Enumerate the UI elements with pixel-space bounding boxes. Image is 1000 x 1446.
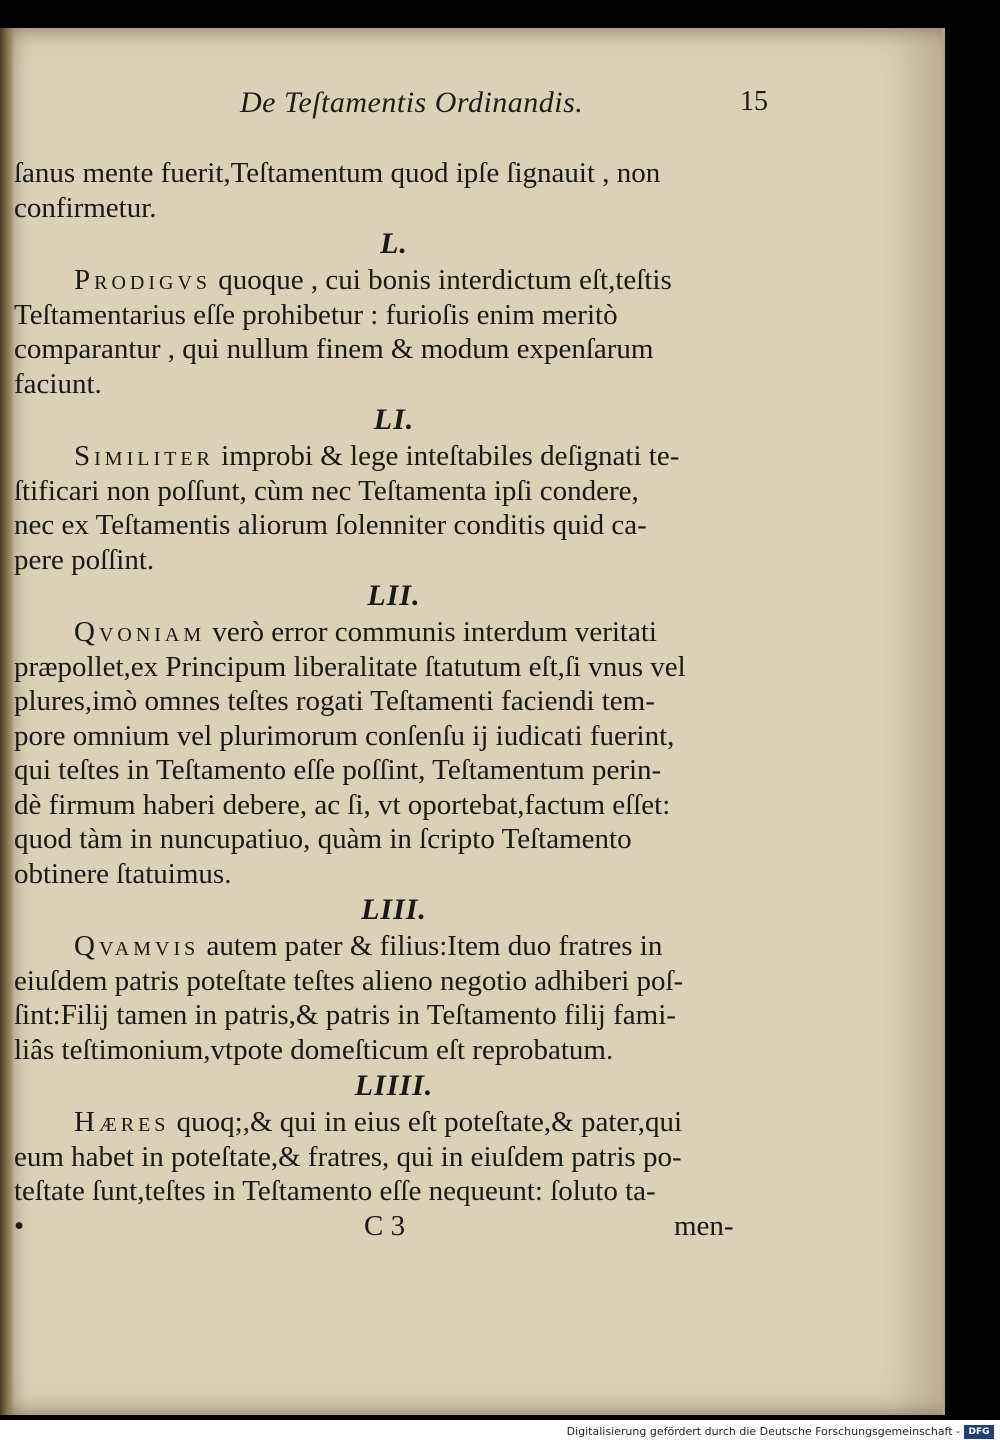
line-text: liâs teſtimonium,vtpote domeſticum eſt reprobatum. [14, 1033, 614, 1066]
text-line [14, 615, 774, 650]
line-text: qui teſtes in Teſtamento eſſe poſſint, Teſtamentum perin- [14, 754, 662, 786]
text-line [14, 857, 774, 892]
text-line [14, 156, 774, 191]
text-line [14, 367, 774, 402]
main-text [14, 156, 774, 1243]
line-text: plures,imò omnes teſtes rogati Teſtamenti faciendi tem- [14, 685, 655, 717]
line-text: ſanus mente fuerit,Teſtamentum quod ipſe ſignauit , non [14, 157, 661, 189]
lead-word: Similiter [74, 440, 214, 472]
catchword: men- [674, 1209, 734, 1242]
text-line [14, 964, 774, 999]
section-heading: LI. [373, 403, 415, 436]
text-line [14, 998, 774, 1033]
running-title: De Teſtamentis Ordinandis. [240, 86, 584, 119]
line-text: obtinere ſtatuimus. [14, 857, 232, 890]
line-text: pore omnium vel plurimorum conſenſu ij iudicati fuerint, [14, 719, 675, 752]
text-line [14, 298, 774, 333]
line-text: eiuſdem patris poteſtate teſtes alieno negotio adhiberi poſ- [14, 964, 684, 997]
lead-word: Qvamvis [74, 930, 200, 962]
section-heading: L. [380, 227, 408, 260]
line-text: ſtificari non poſſunt, cùm nec Teſtamenta ipſi condere, [14, 474, 639, 507]
text-line [14, 439, 774, 474]
line-text: quoque , cui bonis interdictum eſt,teſtis [211, 264, 672, 296]
line-text: nec ex Teſtamentis aliorum ſolenniter conditis quid ca- [14, 509, 647, 541]
page-gutter [0, 28, 14, 1415]
line-text: autem pater & filius:Item duo fratres in [199, 930, 663, 962]
funding-credit: Digitalisierung gefördert durch die Deutsche Forschungsgemeinschaft - [566, 1425, 960, 1438]
text-line [14, 191, 774, 226]
text-line [14, 474, 774, 509]
line-text: teſtate ſunt,teſtes in Teſtamento eſſe nequeunt: ſoluto ta- [14, 1175, 656, 1207]
catchline [14, 1209, 774, 1243]
text-line [14, 263, 774, 298]
line-text: improbi & lege inteſtabiles deſignati te- [213, 440, 680, 472]
line-text: Teſtamentarius eſſe prohibetur : furioſis enim meritò [14, 298, 618, 331]
line-text: eum habet in poteſtate,& fratres, qui in eiuſdem patris po- [14, 1140, 682, 1173]
text-line [14, 332, 774, 367]
page-number: 15 [740, 86, 768, 117]
text-line [14, 1140, 774, 1175]
text-line [14, 1105, 774, 1140]
line-text: quod tàm in nuncupatiuo, quàm in ſcripto Teſtamento [14, 823, 632, 855]
bullet-mark: • [14, 1209, 25, 1242]
lead-word: Prodigvs [74, 264, 212, 296]
dfg-logo-icon: DFG [964, 1425, 994, 1439]
book-page [0, 28, 945, 1415]
line-text: comparantur , qui nullum finem & modum expenſarum [14, 333, 654, 365]
lead-word: Qvoniam [74, 616, 206, 648]
text-line [14, 788, 774, 823]
line-text: verò error communis interdum veritati [205, 616, 657, 648]
text-line [14, 650, 774, 685]
line-text: ſint:Filij tamen in patris,& patris in Teſtamento filij fami- [14, 999, 676, 1031]
text-line [14, 543, 774, 578]
text-line [14, 1033, 774, 1068]
digitization-footer [0, 1420, 1000, 1446]
line-text: faciunt. [14, 367, 102, 400]
lead-word: Hæres [74, 1106, 170, 1138]
line-text: dè firmum haberi debere, ac ſi, vt oportebat,factum eſſet: [14, 788, 671, 821]
text-line [14, 822, 774, 857]
line-text: quoq;,& qui in eius eſt poteſtate,& pater,qui [169, 1106, 683, 1138]
text-line [14, 684, 774, 719]
text-line [14, 1174, 774, 1209]
section-heading: LIII. [361, 893, 427, 926]
line-text: pere poſſint. [14, 543, 155, 576]
section-heading: LII. [367, 579, 421, 612]
line-text: confirmetur. [14, 191, 157, 224]
text-line [14, 929, 774, 964]
text-line [14, 719, 774, 754]
text-line [14, 753, 774, 788]
signature-mark: C 3 [364, 1209, 406, 1242]
line-text: præpollet,ex Principum liberalitate ſtatutum eſt,ſi vnus vel [14, 650, 686, 683]
section-heading: LIIII. [354, 1069, 434, 1102]
text-line [14, 508, 774, 543]
